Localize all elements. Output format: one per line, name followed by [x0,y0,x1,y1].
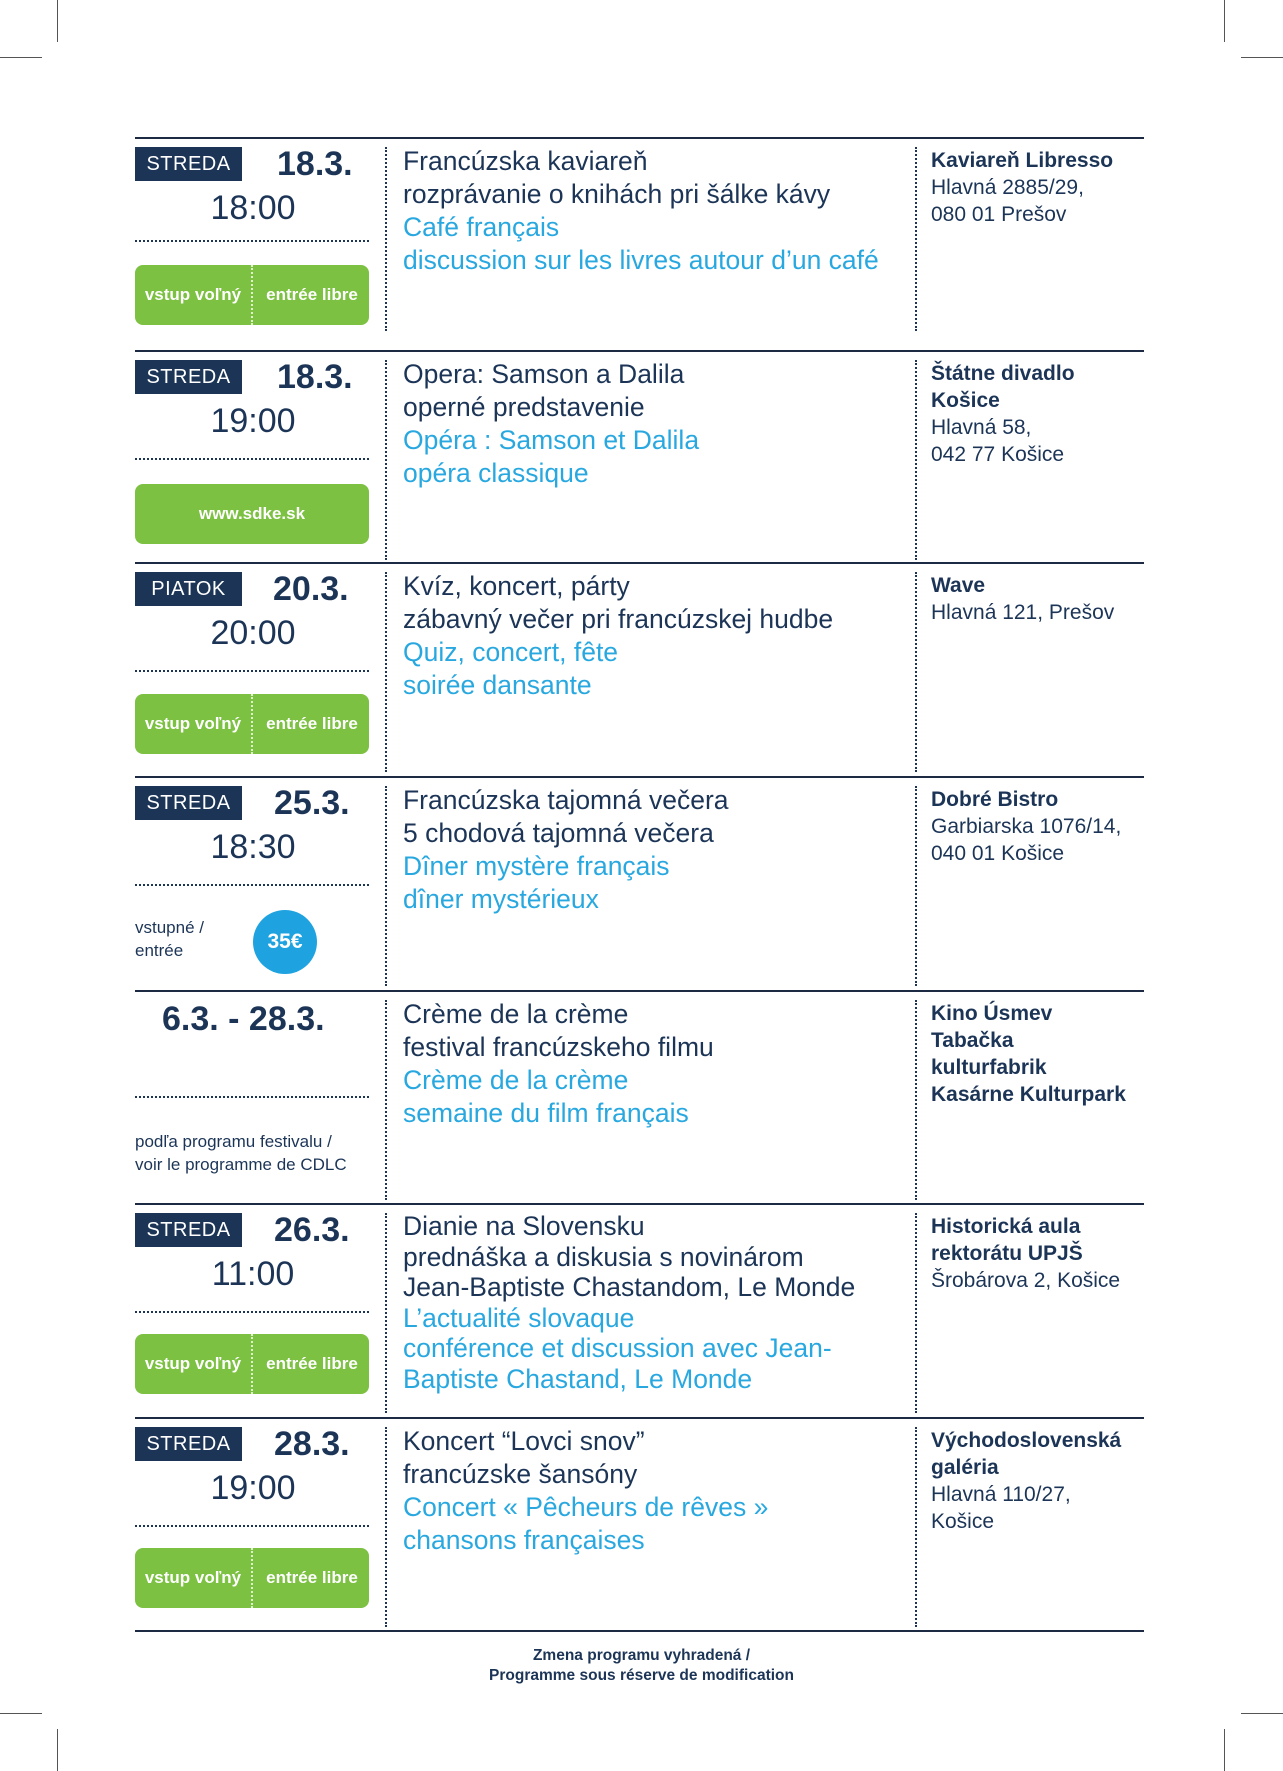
subtitle-sk: operné predstavenie [403,392,645,422]
dotted-column-divider [915,1213,917,1413]
footer-line: Programme sous réserve de modification [489,1667,794,1684]
footer-note [0,1646,1283,1686]
subtitle-fr: discussion sur les livres autour d’un café [403,245,879,275]
dotted-column-divider [385,1427,387,1627]
dotted-divider [135,1525,369,1527]
entry-right-label: entrée libre [251,694,371,754]
title-sk: Francúzska tajomná večera [403,785,729,815]
title-sk: Kvíz, koncert, párty [403,571,630,601]
dotted-divider [135,458,369,460]
entry-left-label: vstup voľný [144,714,242,733]
event-description [403,1211,923,1394]
event-time: 20:00 [210,614,296,652]
crop-mark [1224,1729,1225,1771]
event-date: 25.3. [274,784,350,822]
event-date: 20.3. [273,570,349,608]
venue-name: Kino Úsmev [931,1002,1053,1025]
website-badge[interactable] [135,484,369,544]
event-time: 18:00 [210,189,296,227]
venue-address: Šrobárova 2, Košice [931,1269,1121,1292]
venue-address: 040 01 Košice [931,842,1065,865]
event-row [135,137,1144,335]
free-entry-badge [135,265,369,325]
website-link[interactable]: www.sdke.sk [198,504,306,523]
entry-left-label: vstup voľný [144,1354,242,1373]
venue-address: Hlavná 2885/29, [931,176,1084,199]
title-sk: Dianie na Slovensku [403,1211,645,1241]
venue [931,786,1171,867]
event-date: 28.3. [274,1425,350,1463]
dotted-column-divider [385,786,387,986]
subtitle-sk: zábavný večer pri francúzskej hudbe [403,604,834,634]
dotted-column-divider [915,147,917,331]
crop-mark [57,0,58,42]
title-fr: Opéra : Samson et Dalila [403,425,700,455]
entry-fee-label: vstupné / [135,918,204,937]
day-badge: STREDA [135,1427,242,1461]
entry-fee-label: entrée [135,941,184,960]
title-sk: Opera: Samson a Dalila [403,359,685,389]
subtitle-sk: prednáška a diskusia s novinárom [403,1241,804,1272]
subtitle-fr: conférence et discussion avec Jean- [403,1333,832,1363]
title-sk: Koncert “Lovci snov” [403,1426,645,1456]
venue-name: galéria [931,1456,999,1479]
venue-name: Štátne divadlo [931,362,1075,385]
dotted-column-divider [385,360,387,560]
event-time: 18:30 [210,828,296,866]
subtitle-fr: soirée dansante [403,670,592,700]
dotted-column-divider [915,786,917,986]
event-date: 18.3. [277,358,353,396]
subtitle-fr: opéra classique [403,458,589,488]
event-description [403,570,923,702]
venue [931,1427,1171,1535]
title-fr: Quiz, concert, fête [403,637,619,667]
free-entry-badge [135,694,369,754]
venue-address: Hlavná 121, Prešov [931,601,1115,624]
event-row [135,776,1144,978]
dotted-column-divider [385,572,387,772]
crop-mark [57,1729,58,1771]
subtitle-sk: rozprávanie o knihách pri šálke kávy [403,179,831,209]
crop-mark [1224,0,1225,42]
crop-mark [0,57,42,58]
title-fr: Crème de la crème [403,1065,629,1095]
event-row [135,1203,1144,1410]
venue-address: 080 01 Prešov [931,203,1067,226]
dotted-divider [135,1311,369,1313]
price-badge: 35€ [253,910,317,974]
entry-left-label: vstup voľný [144,1568,242,1587]
event-description [403,145,923,277]
event-description [403,784,923,916]
dotted-column-divider [385,1000,387,1200]
subtitle-fr: Baptiste Chastand, Le Monde [403,1363,753,1394]
day-badge: STREDA [135,1213,242,1247]
event-row [135,562,1144,764]
venue-address: Hlavná 110/27, [931,1483,1071,1506]
entry-right-label: entrée libre [251,1334,371,1394]
dotted-divider [135,670,369,672]
event-row [135,990,1144,1192]
event-date: 18.3. [277,145,353,183]
title-sk: Francúzska kaviareň [403,146,648,176]
subtitle-fr: chansons françaises [403,1525,645,1555]
dotted-column-divider [915,1000,917,1200]
venue [931,147,1171,228]
crop-mark [0,1713,42,1714]
event-time: 11:00 [211,1255,295,1293]
venue-name: kulturfabrik [931,1056,1047,1079]
event-description [403,358,923,490]
day-badge: PIATOK [135,572,242,606]
subtitle-sk: francúzske šansóny [403,1459,638,1489]
crop-mark [1241,57,1283,58]
title-sk: Crème de la crème [403,999,629,1029]
venue-name: Dobré Bistro [931,788,1059,811]
event-row [135,350,1144,548]
subtitle-sk: 5 chodová tajomná večera [403,818,714,848]
program-note: voir le programme de CDLC [135,1155,347,1174]
dotted-column-divider [915,360,917,560]
subtitle-sk: Jean-Baptiste Chastandom, Le Monde [403,1272,856,1302]
venue-name: Historická aula [931,1215,1081,1238]
subtitle-fr: semaine du film français [403,1098,689,1128]
subtitle-sk: festival francúzskeho filmu [403,1032,714,1062]
venue-name: Tabačka [931,1029,1014,1052]
event-time: 19:00 [210,402,296,440]
venue-address: Garbiarska 1076/14, [931,815,1122,838]
venue [931,1000,1171,1108]
venue-name: Kasárne Kulturpark [931,1083,1126,1106]
venue-address: 042 77 Košice [931,443,1065,466]
entry-left-label: vstup voľný [144,285,242,304]
event-date-range: 6.3. - 28.3. [162,1000,325,1038]
dotted-divider [135,240,369,242]
title-fr: Dîner mystère français [403,851,670,881]
venue-address: Hlavná 58, [931,416,1032,439]
venue [931,572,1171,626]
title-fr: Concert « Pêcheurs de rêves » [403,1492,769,1522]
footer-rule [135,1630,1144,1632]
venue-name: Wave [931,574,986,597]
crop-mark [1241,1713,1283,1714]
program-note: podľa programu festivalu / [135,1132,332,1151]
dotted-divider [135,884,369,886]
venue-name: Košice [931,389,1000,412]
venue-name: Východoslovenská [931,1429,1122,1452]
event-date: 26.3. [274,1211,350,1249]
venue [931,1213,1171,1294]
day-badge: STREDA [135,360,242,394]
venue [931,360,1171,468]
venue-name: Kaviareň Libresso [931,149,1114,172]
day-badge: STREDA [135,786,242,820]
event-description [403,998,923,1130]
day-badge: STREDA [135,147,242,181]
event-description [403,1425,923,1557]
footer-line: Zmena programu vyhradená / [532,1647,751,1664]
dotted-column-divider [915,572,917,772]
entry-right-label: entrée libre [251,265,371,325]
free-entry-badge [135,1334,369,1394]
venue-address: Košice [931,1510,995,1533]
subtitle-fr: dîner mystérieux [403,884,599,914]
title-fr: Café français [403,212,560,242]
free-entry-badge [135,1548,369,1608]
venue-name: rektorátu UPJŠ [931,1242,1083,1265]
event-time: 19:00 [210,1469,296,1507]
entry-right-label: entrée libre [251,1548,371,1608]
dotted-divider [135,1096,369,1098]
dotted-column-divider [385,147,387,331]
title-fr: L’actualité slovaque [403,1302,635,1333]
dotted-column-divider [385,1213,387,1413]
dotted-column-divider [915,1427,917,1627]
event-row [135,1417,1144,1624]
